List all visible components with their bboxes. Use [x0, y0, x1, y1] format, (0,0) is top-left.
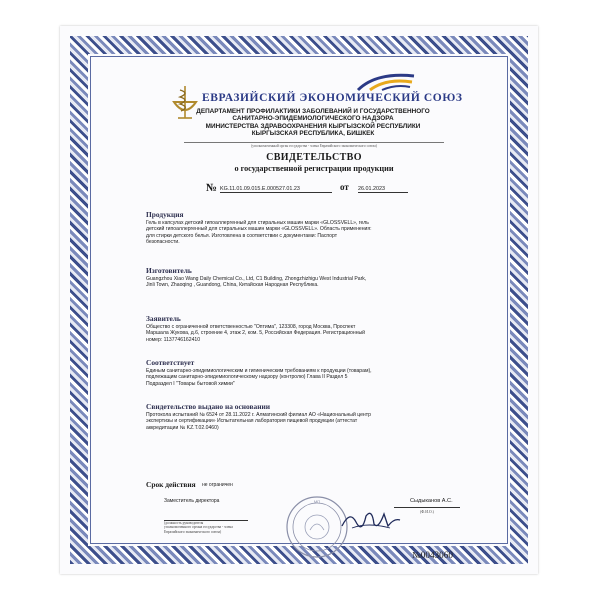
section-line: подлежащим санитарно-эпидемиологическому надзору (контролю) Глава II Раздел 5: [146, 374, 348, 381]
section-body: [146, 276, 464, 289]
section-line: для стирки детского белья. Изготовлена в соответствии с документами: Паспорт: [146, 232, 338, 239]
signer-underline: [394, 507, 460, 508]
section-line: детский гипоаллергенный для стиральных машин марки «GLOSSVELL». Область применения:: [146, 226, 372, 233]
validity-title: Срок действия: [146, 480, 196, 489]
eaeu-emblem-icon: [356, 70, 416, 92]
department-line: САНИТАРНО-ЭПИДЕМИОЛОГИЧЕСКОГО НАДЗОРА: [232, 115, 394, 123]
section-title: Заявитель: [146, 314, 181, 323]
registration-row: [206, 182, 446, 198]
number-sign: №: [206, 182, 218, 194]
section-line: безопасности.: [146, 239, 180, 246]
serial-number: №0043060: [412, 550, 453, 560]
registration-date: 26.01.2023: [358, 186, 408, 193]
section-line: Гель в капсулах детский гипоаллергенный для стиральных машин марки «GLOSSVELL», гель: [146, 220, 369, 226]
section-line: экспертизы и сертификации» Испытательная лаборатория пищевой продукции (аттестат: [146, 418, 358, 425]
fio-caption: (Ф.И.О.): [420, 510, 434, 514]
union-name: ЕВРАЗИЙСКИЙ ЭКОНОМИЧЕСКИЙ СОЮЗ: [202, 92, 463, 104]
department-line: КЫРГЫЗСКАЯ РЕСПУБЛИКА, БИШКЕК: [251, 130, 375, 138]
section-line: Протокола испытаний № 6524 от 28.11.2022 г. Алматинский филиал АО «Национальный центр: [146, 412, 371, 418]
signer-position: Заместитель директора: [164, 498, 220, 504]
caption-line: Евразийского экономического союза): [164, 529, 222, 534]
department-line: ДЕПАРТАМЕНТ ПРОФИЛАКТИКИ ЗАБОЛЕВАНИЙ И ГОСУДАРСТВЕННОГО: [196, 108, 430, 115]
compliance-section: [146, 358, 464, 387]
section-line: Jinli Town, Zhaoqing , Guandong, China, Китайская Народная Республика.: [146, 282, 319, 289]
signer-name: Сыдыканов А.С.: [410, 498, 453, 504]
department-block: [158, 108, 468, 138]
title-line-2: о государственной регистрации продукции: [234, 164, 394, 173]
section-title: Продукция: [146, 210, 184, 219]
position-caption: [164, 521, 256, 534]
department-line: МИНИСТЕРСТВА ЗДРАВООХРАНЕНИЯ КЫРГЫЗСКОЙ РЕСПУБЛИКИ: [205, 122, 421, 130]
date-prefix: от: [340, 182, 349, 192]
title-line-1: СВИДЕТЕЛЬСТВО: [266, 152, 362, 163]
basis-section: [146, 402, 464, 431]
section-line: номер: 1137746162410: [146, 336, 201, 343]
section-body: [146, 220, 464, 246]
caption-line: (должность руководителя: [164, 521, 204, 525]
validity-value: не ограничен: [202, 482, 233, 488]
section-title: Изготовитель: [146, 266, 192, 275]
certificate-content: [94, 60, 504, 560]
handwritten-signature: [338, 504, 402, 534]
section-body: [146, 412, 464, 431]
caption-line: уполномоченного органа государства - члена: [164, 525, 233, 530]
section-title: Соответствует: [146, 358, 195, 367]
section-body: [146, 324, 464, 343]
section-body: [146, 368, 464, 387]
document-title: [184, 152, 444, 173]
section-line: Guangzhou Xiao Wang Daily Chemical Co., Ltd, C1 Building, Zhongzhizhigu West Industrial Park,: [146, 276, 367, 282]
registration-number: KG.11.01.09.015.Е.000527.01.23: [220, 186, 332, 193]
section-line: Общество с ограниченной ответственностью "Оптима", 123308, город Москва, Проспект: [146, 324, 356, 330]
product-section: [146, 210, 464, 246]
validity-row: [146, 480, 346, 492]
section-line: Подраздел I "Товары бытовой химии": [146, 380, 235, 387]
applicant-section: [146, 314, 464, 343]
seal-label: МП: [313, 499, 321, 504]
section-line: аккредитации № KZ.T.02.0460): [146, 424, 219, 431]
section-title: Свидетельство выдано на основании: [146, 402, 270, 411]
organ-note: (уполномоченный орган государства - члена Евразийского экономического союза): [184, 142, 444, 148]
section-line: Маршала Жукова, д.6, строение 4, этаж 2, ком. 5, Российская Федерация. Регистрационный: [146, 330, 366, 337]
section-line: Единым санитарно-эпидемиологическим и гигиеническим требованиям к продукции (товарам),: [146, 368, 372, 374]
manufacturer-section: [146, 266, 464, 289]
certificate-page: [60, 26, 538, 574]
